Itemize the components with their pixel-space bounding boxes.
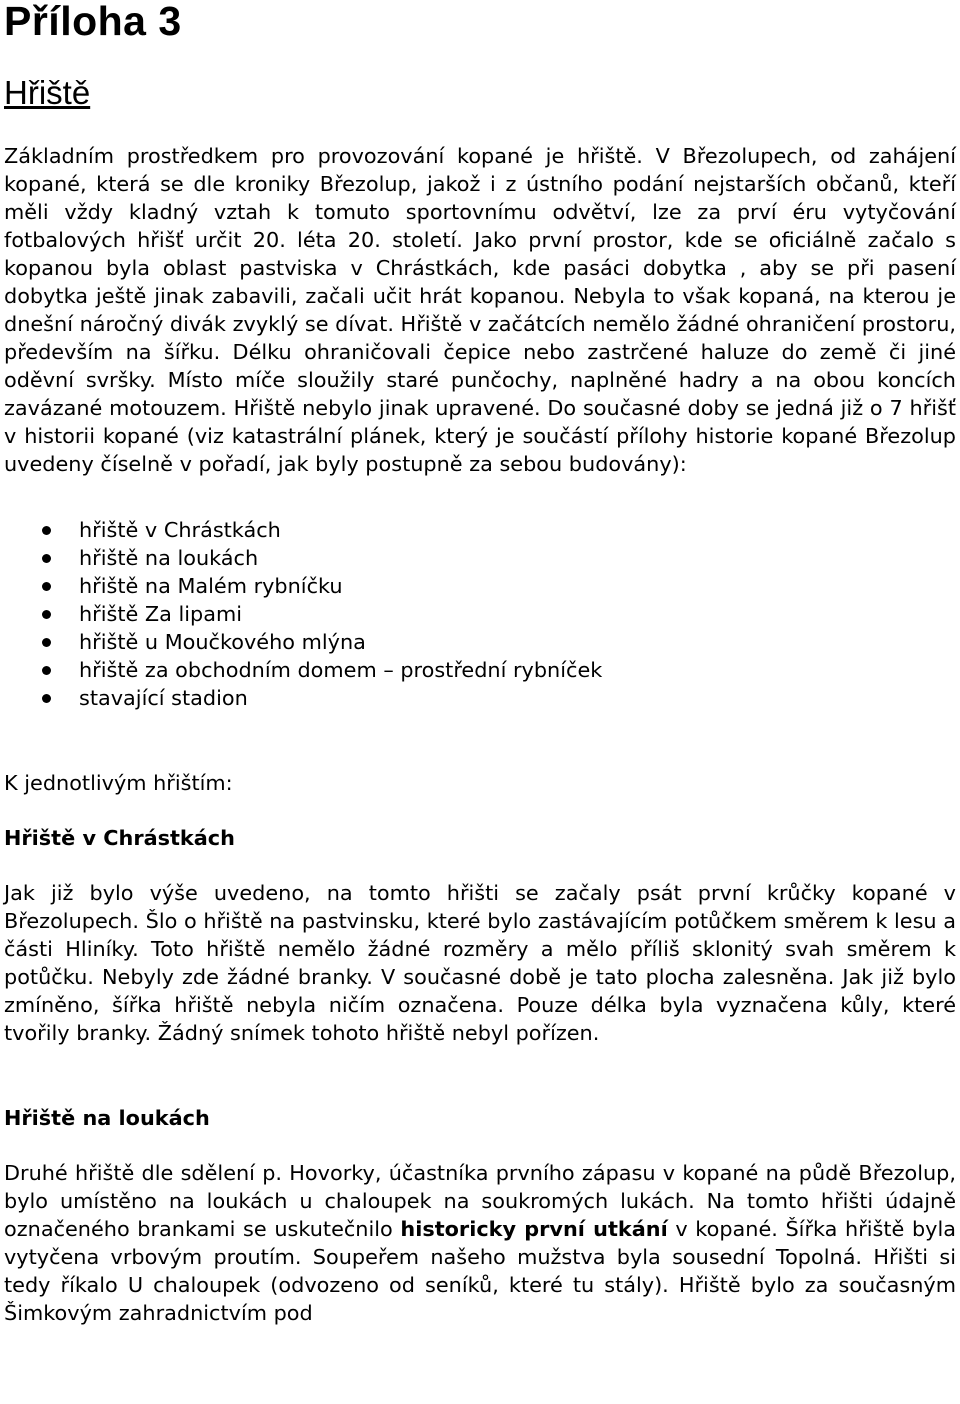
section2-text-before: Druhé hřiště dle sdělení p. Hovorky, účastníka prvního zápasu v kopané na půdě Březolup, bylo umístěno na loukách u chaloupek na soukromých lukách. Na tomto hřišti údajně označeného brankami se uskutečnilo xyxy=(4,1161,956,1241)
list-item xyxy=(4,544,956,572)
section2-text-after: v kopané. Šířka hřiště byla vytyčena vrbovým proutím. Soupeřem našeho mužstva byla sousední Topolná. Hřišti si tedy říkalo U chaloupek (odvozeno od seníků, které tu stály). Hřiště bylo za současným Šimkovým zahradnictvím pod xyxy=(4,1217,957,1325)
list-item xyxy=(4,656,956,684)
bullet-icon xyxy=(42,610,51,619)
list-item xyxy=(4,628,956,656)
fields-list xyxy=(4,516,956,712)
list-item-label: hřiště Za lipami xyxy=(79,602,243,626)
bullet-icon xyxy=(42,666,51,675)
bullet-icon xyxy=(42,554,51,563)
list-item xyxy=(4,600,956,628)
list-item xyxy=(4,516,956,544)
section2-heading: Hřiště na loukách xyxy=(4,1106,210,1130)
list-item-label: hřiště v Chrástkách xyxy=(79,518,281,542)
list-item-label: hřiště na loukách xyxy=(79,546,259,570)
list-item xyxy=(4,684,956,712)
bullet-icon xyxy=(42,694,51,703)
section2-text-bold: historicky první utkání xyxy=(400,1217,668,1241)
bullet-icon xyxy=(42,582,51,591)
list-item-label: hřiště u Moučkového mlýna xyxy=(79,630,366,654)
bullet-icon xyxy=(42,638,51,647)
page-title: Příloha 3 xyxy=(4,0,182,44)
list-item-label: stavající stadion xyxy=(79,686,248,710)
list-item xyxy=(4,572,956,600)
list-item-label: hřiště na Malém rybníčku xyxy=(79,574,343,598)
section1-paragraph: Jak již bylo výše uvedeno, na tomto hřišti se začaly psát první krůčky kopané v Březolupech. Šlo o hřiště na pastvinsku, které bylo zastávajícím potůčkem směrem k lesu a části Hliníky. Toto hřiště nemělo žádné rozměry a mělo příliš sklonitý svah směrem k potůčku. Nebyly zde žádné branky. V současné době je tato plocha zalesněna. Jak již bylo zmíněno, šířka hřiště nebyla ničím označena. Pouze délka byla vyznačena kůly, které tvořily branky. Žádný snímek tohoto hřiště nebyl pořízen. xyxy=(4,881,956,1045)
section-heading: Hřiště xyxy=(4,74,91,111)
section2-paragraph xyxy=(4,1159,956,1327)
list-item-label: hřiště za obchodním domem – prostřední rybníček xyxy=(79,658,603,682)
k-intro-text: K jednotlivým hřištím: xyxy=(4,771,233,795)
bullet-icon xyxy=(42,526,51,535)
intro-paragraph: Základním prostředkem pro provozování kopané je hřiště. V Březolupech, od zahájení kopané, která se dle kroniky Březolup, jakož i z ústního podání nejstarších občanů, kteří měli vždy kladný vztah k tomuto sportovnímu odvětví, lze za prví éru vytyčování fotbalových hřišť určit 20. léta 20. století. Jako první prostor, kde se oficiálně začalo s kopanou byla oblast pastviska v Chrástkách, kde pasáci dobytka , aby se při pasení dobytka ještě jinak zabavili, začali učit hrát kopanou. Nebyla to však kopaná, na kterou je dnešní náročný divák zvyklý se dívat. Hřiště v začátcích nemělo žádné ohraničení prostoru, především na šířku. Délku ohraničovali čepice nebo zastrčené haluze do země či jiné oděvní svršky. Místo míče sloužily staré punčochy, naplněné hadry a na obou koncích zavázané motouzem. Hřiště nebylo jinak upravené. Do současné doby se jedná již o 7 hřišť v historii kopané (viz katastrální plánek, který je součástí přílohy historie kopané Březolup uvedeny číselně v pořadí, jak byly postupně za sebou budovány): xyxy=(4,144,956,476)
section1-heading: Hřiště v Chrástkách xyxy=(4,826,235,850)
